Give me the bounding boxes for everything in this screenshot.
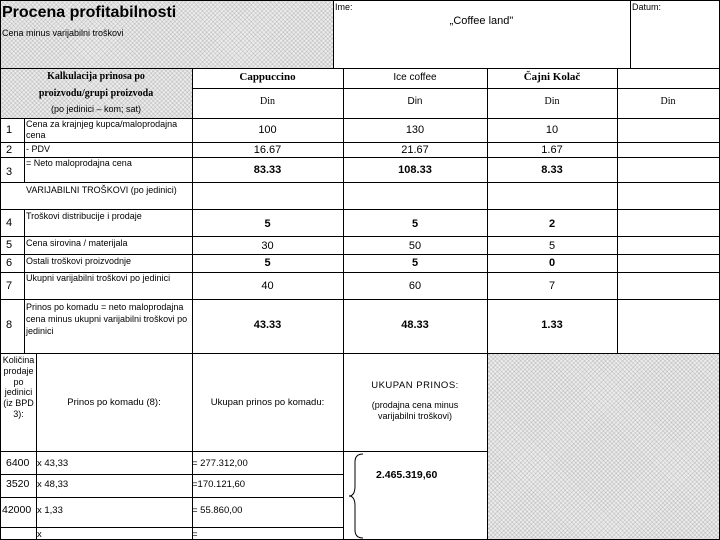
row-value: 7 [548,280,556,292]
row-number: 6 [6,257,13,269]
grand-total-value: 2.465.319,60 [376,469,438,481]
row-value: 130 [405,124,425,136]
total-value: = [192,529,198,540]
row-value: 50 [408,240,422,252]
total-header: Ukupan prinos po komadu: [210,397,325,408]
table-head-line1: Kalkulacija prinosa po [47,71,145,82]
summary-grey-area [487,353,720,540]
per-unit-value: x 1,33 [37,505,63,516]
row-value: 5 [411,257,419,269]
row-label: - PDV [26,144,51,154]
row-value: 48.33 [401,319,429,331]
name-label: Ime: [335,2,353,12]
quantity-value: 6400 [6,457,30,469]
currency-label-4: Din [660,96,676,107]
row-value: 40 [261,280,274,292]
variable-costs-heading: VARIJABILNI TROŠKOVI (po jedinici) [26,185,177,195]
row-value: 5 [264,218,271,230]
row-label: = Neto maloprodajna cena [26,158,132,168]
row-value: 5 [264,257,271,269]
row-label: Prinos po komadu = neto maloprodajna cena minus ukupni varijabilni troškovi po jedinici [26,302,188,336]
grand-total-header: UKUPAN PRINOS: [371,380,459,391]
per-unit-header: Prinos po komadu (8): [67,397,161,408]
quantity-value: 42000 [2,504,32,516]
currency-label-2: Din [407,96,423,107]
row-label: Troškovi distribucije i prodaje [26,211,142,221]
date-label: Datum: [632,2,662,12]
row-value: 1.67 [541,144,563,156]
table-head-line3: (po jedinici – kom; sat) [50,104,142,114]
total-value: = 55.860,00 [192,505,243,516]
row-number: 7 [6,280,13,292]
quantity-header: Količina prodaje po jedinici (iz BPD 3): [2,355,35,419]
per-unit-value: x [37,529,42,540]
row-label: Cena sirovina / materijala [26,238,128,248]
grand-total-subheader: (prodajna cena minus varijabilni troškovi) [371,400,459,421]
product-header-2: Ice coffee [393,72,437,83]
total-value: = 277.312,00 [192,458,248,469]
row-value: 5 [411,218,419,230]
row-value: 21.67 [401,144,429,156]
quantity-value: 3520 [6,478,30,490]
table-head-line2: proizvodu/grupi proizvoda [38,88,154,99]
page-title: Procena profitabilnosti [2,4,177,21]
row-number: 1 [6,124,13,136]
row-number: 2 [6,144,13,156]
row-value: 100 [258,124,277,136]
row-label: Cena za krajnjeg kupca/maloprodajna cena [26,119,178,140]
row-number: 8 [6,319,13,331]
row-number: 5 [6,239,13,251]
row-value: 43.33 [253,319,282,331]
row-value: 16.67 [253,144,282,156]
row-label: Ostali troškovi proizvodnje [26,256,132,266]
per-unit-value: x 43,33 [37,458,69,469]
currency-label-3: Din [544,96,560,107]
currency-label-1: Din [260,96,275,107]
product-header-3: Čajni Kolač [523,71,581,83]
row-value: 83.33 [253,164,282,176]
total-value: =170.121,60 [192,479,246,490]
row-value: 60 [408,280,422,292]
product-header-1: Cappuccino [239,71,296,83]
row-value: 0 [548,257,556,269]
row-value: 5 [548,240,556,252]
page-subtitle: Cena minus varijabilni troškovi [2,28,124,38]
row-value: 30 [261,240,274,252]
curly-brace-icon [345,452,369,540]
per-unit-value: x 48,33 [37,479,69,490]
row-value: 108.33 [398,164,432,176]
row-value: 10 [545,124,559,136]
row-number: 3 [6,166,13,178]
name-value: „Coffee land" [449,15,514,27]
row-number: 4 [6,217,13,229]
row-value: 1.33 [541,319,563,331]
row-value: 2 [548,218,556,230]
row-label: Ukupni varijabilni troškovi po jedinici [26,273,171,283]
row-value: 8.33 [541,164,563,176]
